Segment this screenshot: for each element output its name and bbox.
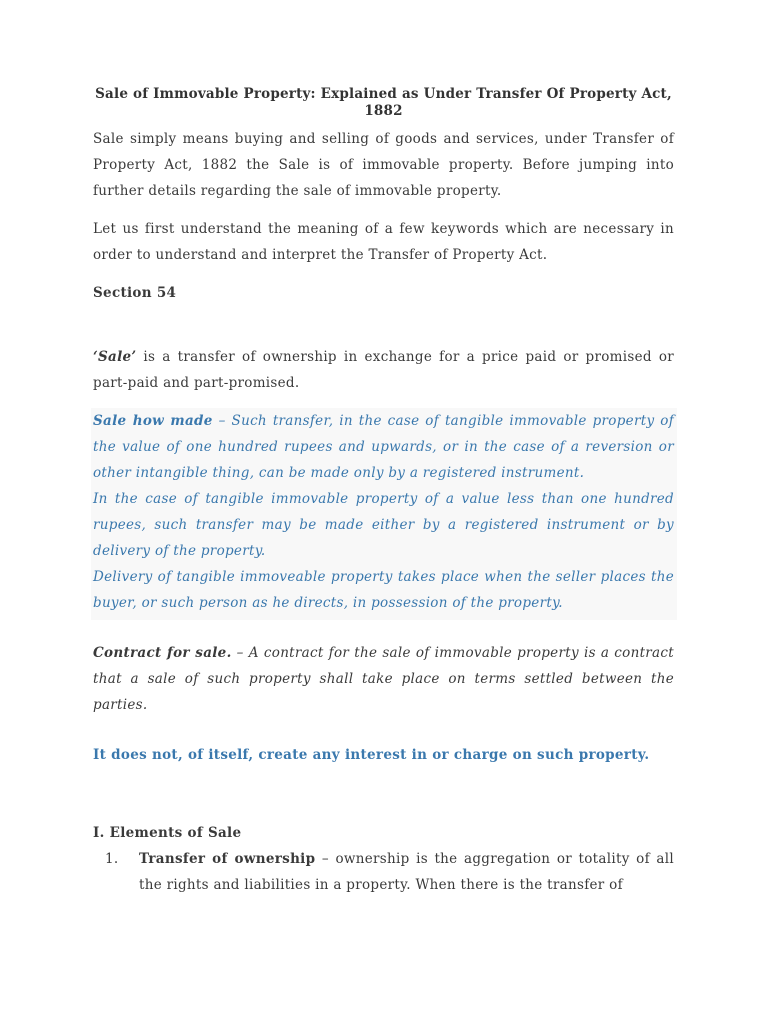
sale-how-made-text-1: – Such transfer, in the case of tangible immovable property of the value of one hundred rupees and upwards, or in the case of a reversion or other intangible thing, can be made only by a registered instrument.	[93, 413, 674, 481]
list-item-body	[139, 846, 674, 898]
sale-definition-text: is a transfer of ownership in exchange for a price paid or promised or part-paid and part-promised.	[93, 349, 674, 391]
intro-paragraph: Sale simply means buying and selling of goods and services, under Transfer of Property Act, 1882 the Sale is of immovable property. Before jumping into further details regarding the sale of immovable property.	[93, 131, 674, 199]
sale-how-made-term: Sale how made	[93, 413, 213, 429]
keywords-paragraph: Let us first understand the meaning of a few keywords which are necessary in order to understand and interpret the Transfer of Property Act.	[93, 221, 674, 263]
contract-for-sale-text: – A contract for the sale of immovable property is a contract that a sale of such property shall take place on terms settled between the parties.	[93, 645, 674, 713]
sale-definition-paragraph	[93, 344, 674, 396]
list-item-number: 1.	[105, 851, 119, 867]
list-item	[93, 846, 674, 898]
sale-how-made-block	[91, 408, 677, 620]
list-item-text: – ownership is the aggregation or totality of all the rights and liabilities in a property. When there is the transfer of	[139, 851, 674, 893]
sale-how-made-para-3: Delivery of tangible immoveable property takes place when the seller places the buyer, or such person as he directs, in possession of the property.	[93, 569, 674, 611]
sale-how-made-para-2: In the case of tangible immovable property of a value less than one hundred rupees, such transfer may be made either by a registered instrument or by delivery of the property.	[93, 491, 674, 559]
sale-term: ‘Sale’	[93, 349, 137, 365]
list-item-term: Transfer of ownership	[139, 851, 316, 867]
section-heading: Section 54	[93, 285, 177, 301]
interest-note: It does not, of itself, create any interest in or charge on such property.	[93, 747, 650, 763]
sale-how-made-para-1	[93, 408, 674, 486]
document-title: Sale of Immovable Property: Explained as Under Transfer Of Property Act, 1882	[95, 86, 672, 119]
contract-for-sale-paragraph	[93, 640, 674, 718]
elements-heading: I. Elements of Sale	[93, 825, 242, 841]
contract-for-sale-term: Contract for sale.	[93, 645, 232, 661]
